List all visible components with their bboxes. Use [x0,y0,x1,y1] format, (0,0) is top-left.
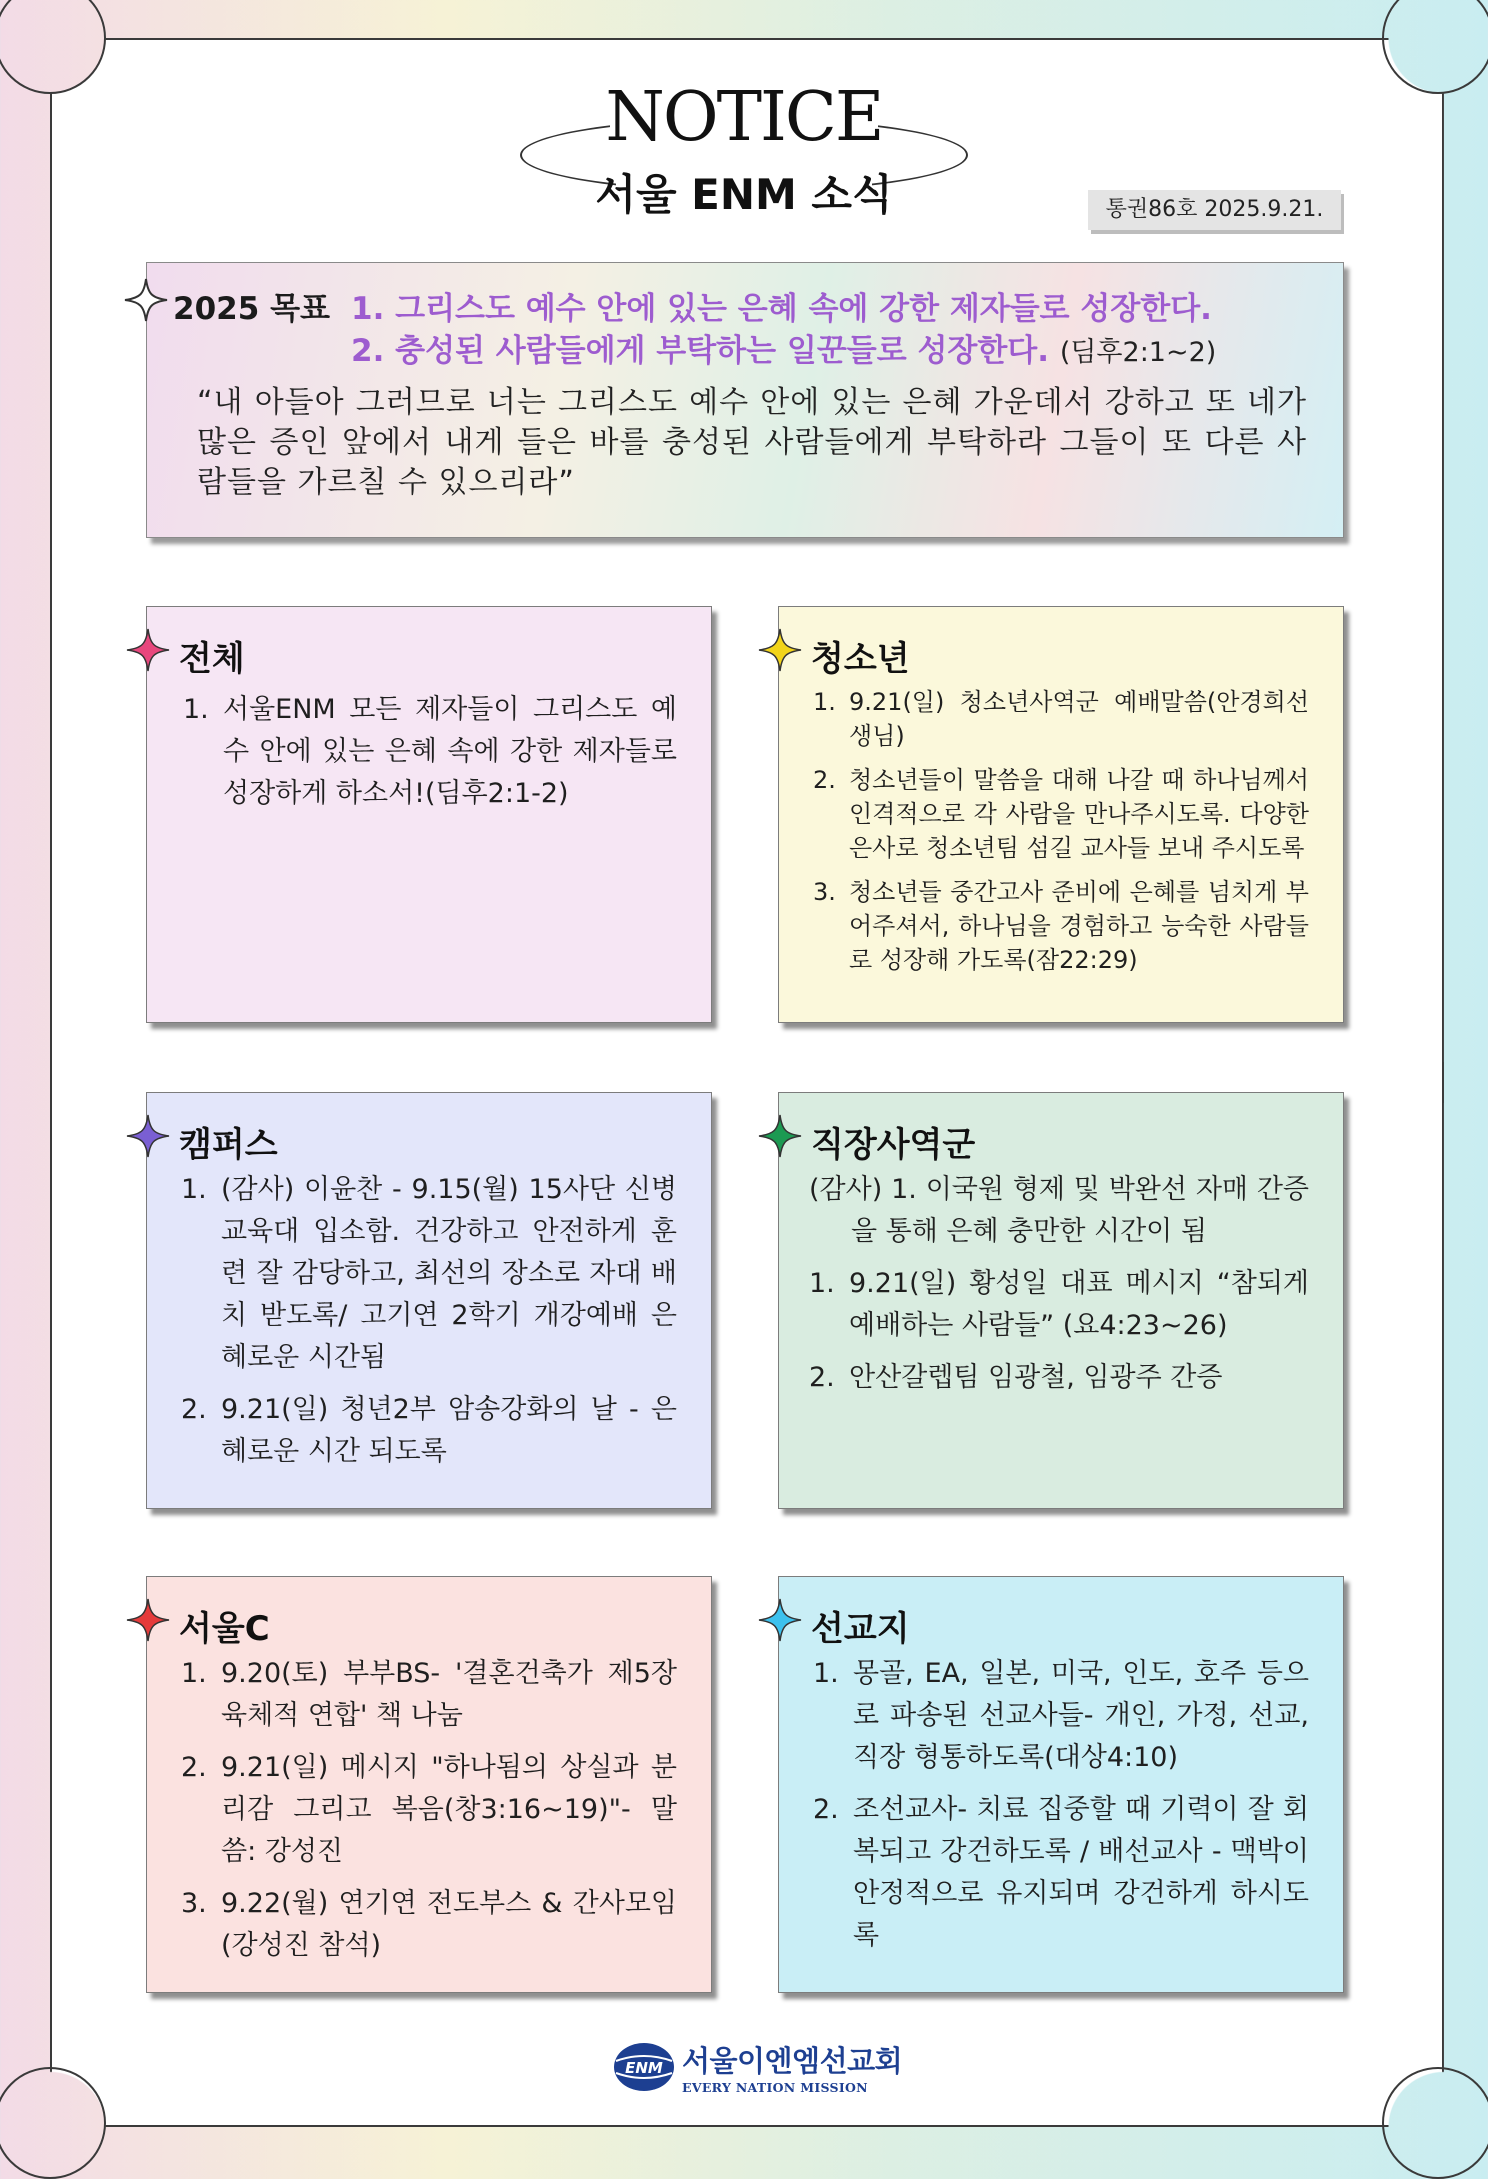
frame-corner-bottom-right [1382,2067,1488,2179]
item-number: 1. [813,1658,839,1689]
card-mission-body [813,1653,1309,1967]
card-youth-title: 청소년 [811,639,910,679]
item-number: 2. [813,766,836,794]
item-number: 1. [813,688,836,716]
item-text: 9.21(일) 청소년사역군 예배말씀(안경희선생님) [849,688,1309,750]
card-seoulc [146,1576,712,1993]
sparkle-blue-icon [757,1597,803,1643]
item-number: 2. [809,1362,835,1393]
item-text: 몽골, EA, 일본, 미국, 인도, 호주 등으로 파송된 선교사들- 개인, 가정, 선교, 직장 형통하도록(대상4:10) [853,1658,1309,1773]
list-item [181,1653,677,1737]
card-campus-title: 캠퍼스 [179,1125,278,1165]
card-all-body [183,689,677,825]
list-item [813,1789,1309,1957]
item-number: 1. [181,1174,207,1205]
item-number: 2. [813,1794,839,1825]
item-text: 안산갈렙팀 임광철, 임광주 간증 [849,1362,1223,1393]
church-logo [612,2040,902,2094]
goal-quote: “내 아들아 그러므로 너는 그리스도 예수 안에 있는 은혜 가운데서 강하고 또 네가 많은 증인 앞에서 내게 들은 바를 충성된 사람들에게 부탁하라 그들이 또 다른 사람들을 가르칠 수 있으리라” [197,385,1307,500]
frame-corner-bottom-left [0,2067,106,2179]
list-item [809,1263,1309,1347]
card-youth-body [813,685,1309,987]
card-campus-body [181,1169,677,1483]
item-number: 1. [809,1268,835,1299]
list-item [181,1169,677,1379]
card-workplace-title: 직장사역군 [811,1125,976,1165]
card-workplace [778,1092,1344,1509]
item-number: 2. [181,1752,207,1783]
item-text: 청소년들이 말씀을 대해 나갈 때 하나님께서 인격적으로 각 사람을 만나주시도록. 다양한 은사로 청소년팀 섬길 교사들 보내 주시도록 [849,766,1309,862]
item-number: 3. [181,1888,207,1919]
list-item [809,1357,1309,1399]
sparkle-yellow-icon [757,627,803,673]
globe-logo-icon [612,2041,676,2093]
item-number: 1. [181,1658,207,1689]
sparkle-green-icon [757,1113,803,1159]
item-text: 청소년들 중간고사 준비에 은혜를 넘치게 부어주셔서, 하나님을 경험하고 능숙한 사람들로 성장해 가도록(잠22:29) [849,878,1309,974]
item-text: 9.21(일) 황성일 대표 메시지 “참되게 예배하는 사람들” (요4:23~26) [849,1268,1309,1341]
card-mission-title: 선교지 [811,1609,910,1649]
card-workplace-body [809,1169,1309,1409]
workplace-thanks: (감사) 1. 이국원 형제 및 박완선 자매 간증을 통해 은혜 충만한 시간이 됨 [809,1174,1309,1247]
notice-subtitle: 서울 ENM 소식 [595,170,893,219]
item-number: 3. [813,878,836,906]
list-item [181,1389,677,1473]
card-seoulc-body [181,1653,677,1977]
goal-line-2-ref: (딤후2:1~2) [1059,337,1217,368]
item-number: 1. [183,694,209,725]
goal-line-2-text: 2. 충성된 사람들에게 부탁하는 일꾼들로 성장한다. [351,333,1050,369]
item-text: (감사) 이윤찬 - 9.15(월) 15사단 신병교육대 입소함. 건강하고 안전하게 훈련 잘 감당하고, 최선의 장소로 자대 배치 받도록/ 고기연 2학기 개강예배 은혜로운 시간됨 [221,1174,677,1373]
list-item [813,685,1309,753]
sparkle-pink-icon [125,627,171,673]
item-text: 9.20(토) 부부BS- '결혼건축가 제5장 육체적 연합' 책 나눔 [221,1658,677,1731]
list-item [813,763,1309,865]
card-campus [146,1092,712,1509]
card-youth [778,606,1344,1023]
svg-text:ENM: ENM [625,2059,663,2077]
list-item [181,1747,677,1873]
card-mission [778,1576,1344,1993]
item-text: 9.21(일) 청년2부 암송강화의 날 - 은혜로운 시간 되도록 [221,1394,677,1467]
sparkle-purple-icon [125,1113,171,1159]
mission-name: EVERY NATION MISSION [682,2080,868,2095]
list-item [181,1883,677,1967]
goal-line-1: 1. 그리스도 예수 안에 있는 은혜 속에 강한 제자들로 성장한다. [351,291,1212,327]
card-seoulc-title: 서울C [179,1609,270,1649]
issue-badge: 통권86호 2025.9.21. [1088,190,1341,230]
card-all [146,606,712,1023]
goal-line-2 [351,325,1216,370]
list-item [813,875,1309,977]
goal-box [146,262,1344,538]
sparkle-outline-icon [123,277,169,323]
goal-label: 2025 목표 [173,291,330,327]
item-text: 조선교사- 치료 집중할 때 기력이 잘 회복되고 강건하도록 / 배선교사 - 맥박이 안정적으로 유지되며 강건하게 하시도록 [853,1794,1309,1951]
item-text: 서울ENM 모든 제자들이 그리스도 예수 안에 있는 은혜 속에 강한 제자들로 성장하게 하소서!(딤후2:1-2) [223,694,677,809]
church-name: 서울이엔엠선교회 [682,2044,903,2078]
sparkle-red-icon [125,1597,171,1643]
list-item [183,689,677,815]
item-text: 9.21(일) 메시지 "하나됨의 상실과 분리감 그리고 복음(창3:16~19)"- 말씀: 강성진 [221,1752,677,1867]
notice-title: NOTICE [605,78,883,157]
item-text: 9.22(월) 연기연 전도부스 & 간사모임 (강성진 참석) [221,1888,677,1961]
item-number: 2. [181,1394,207,1425]
card-all-title: 전체 [179,639,245,679]
list-item [813,1653,1309,1779]
